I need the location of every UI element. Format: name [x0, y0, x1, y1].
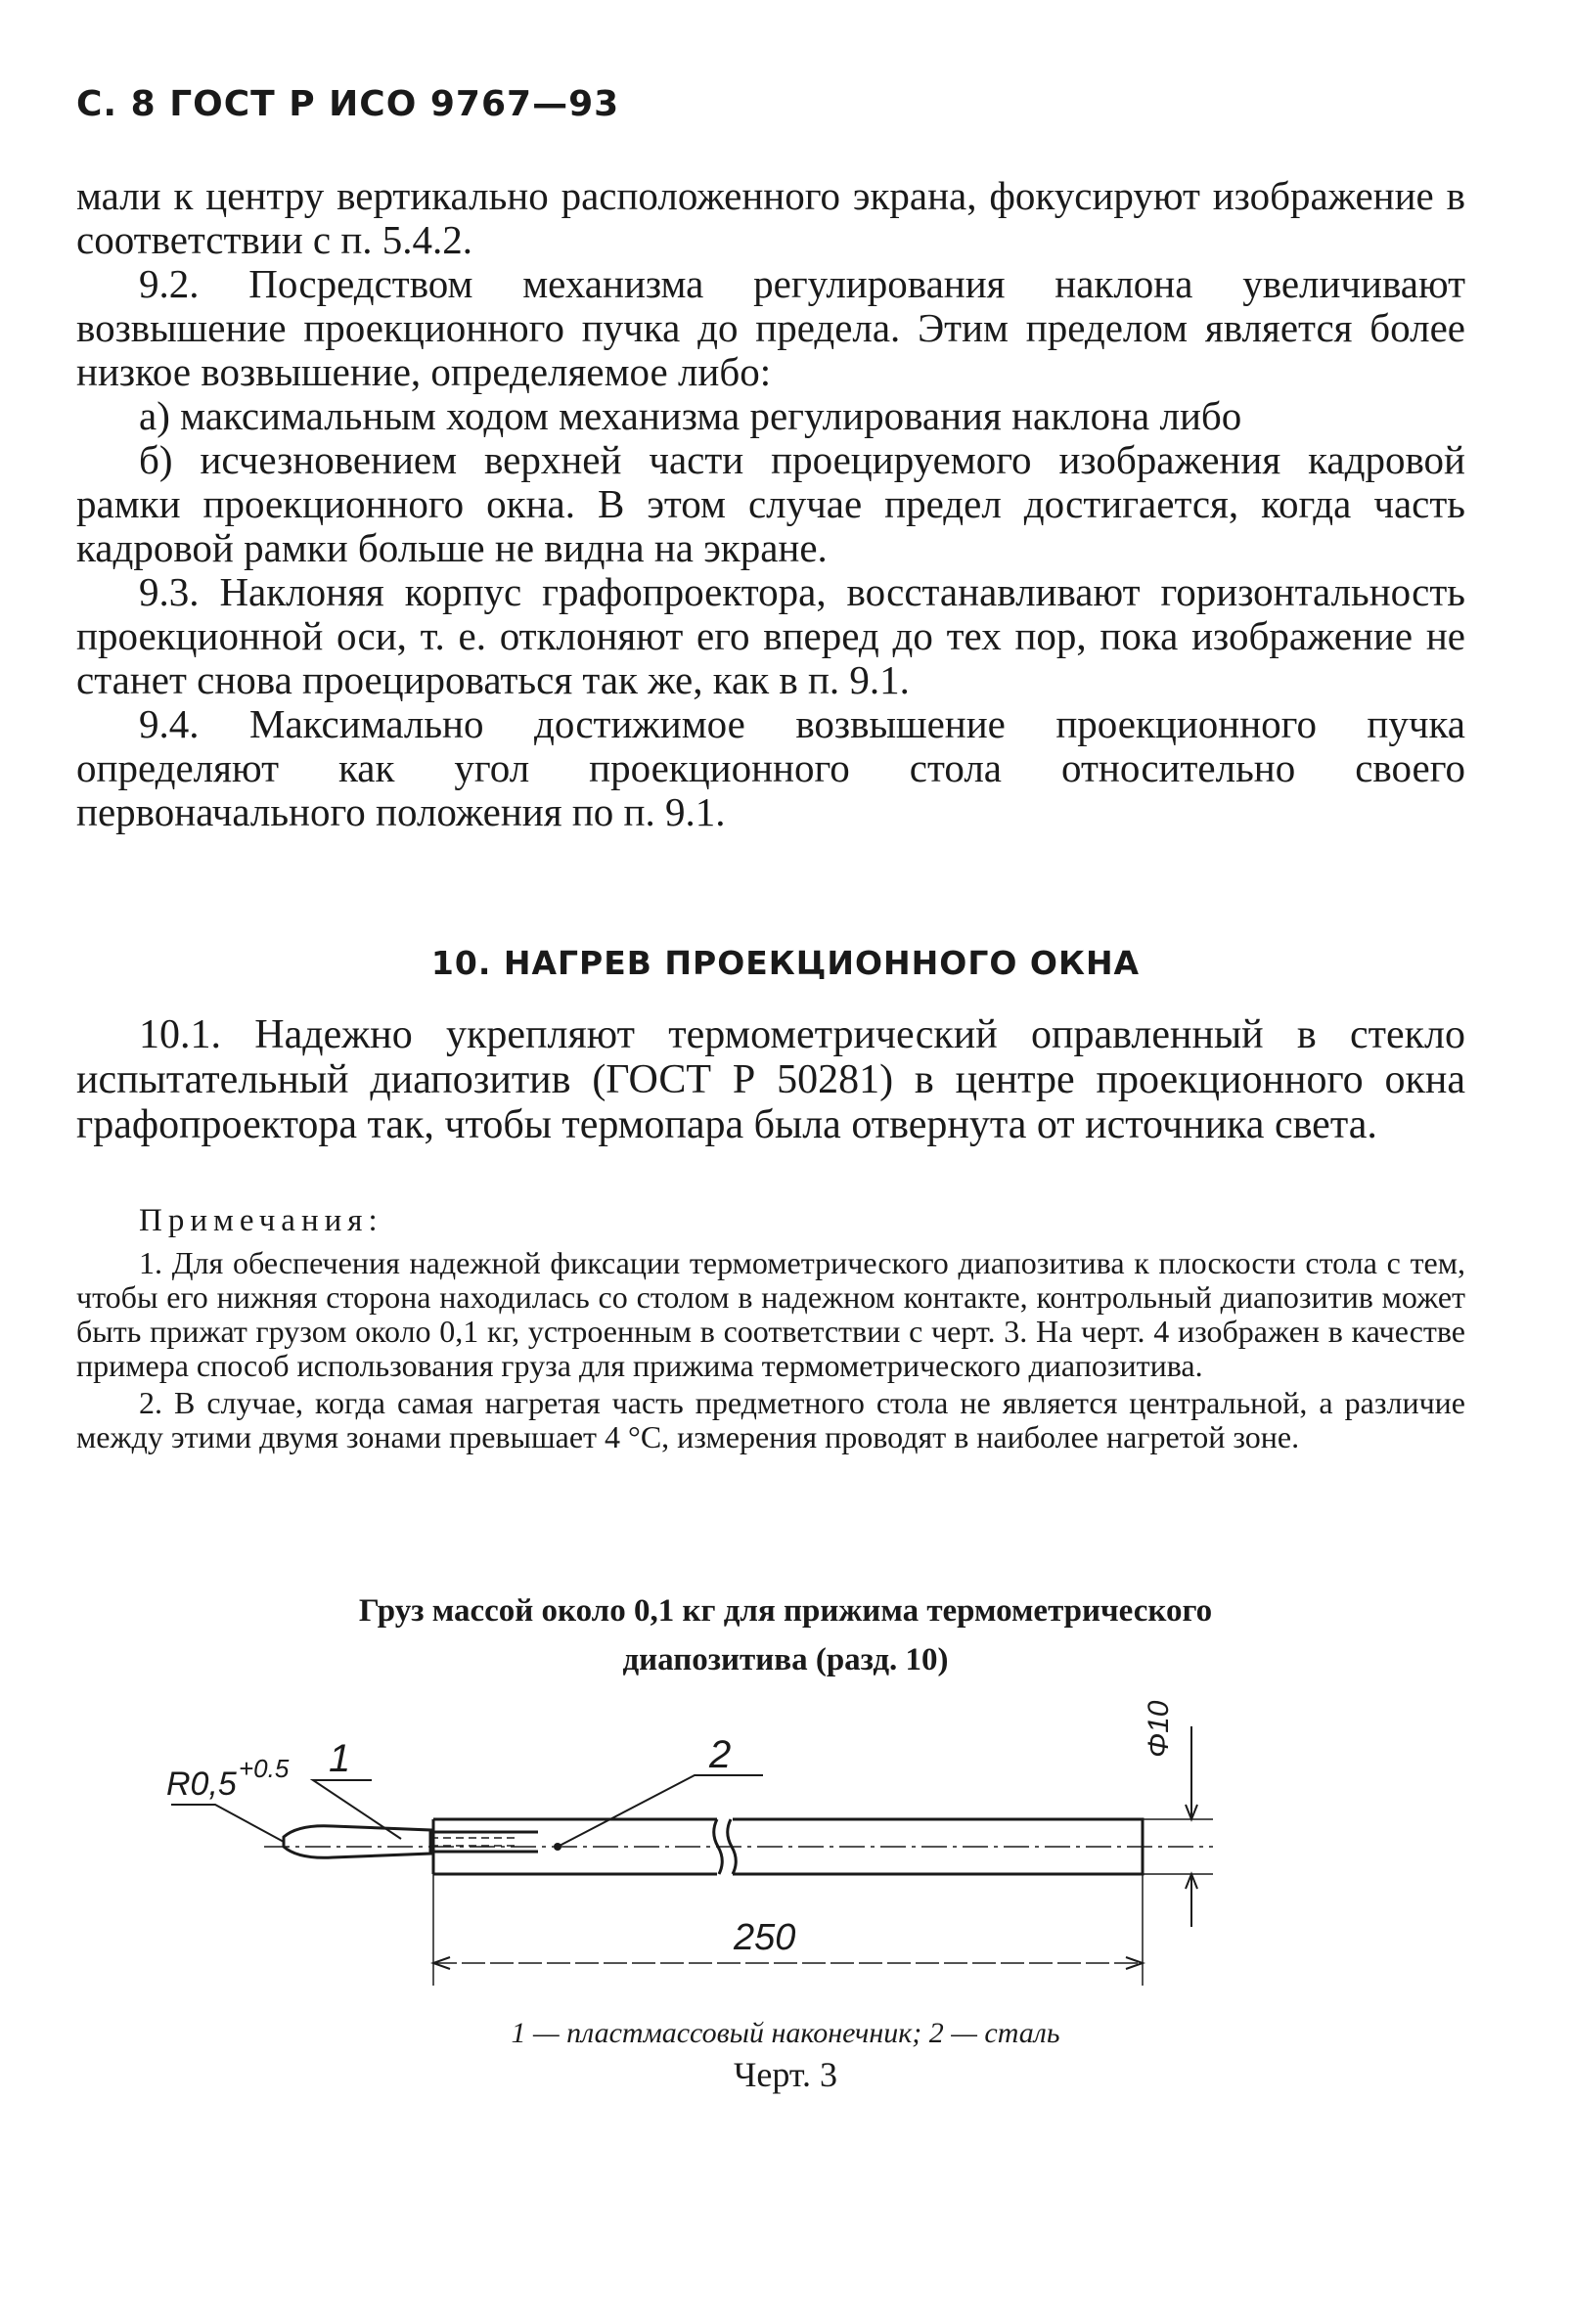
- callout-1: 1: [329, 1737, 351, 1780]
- note-item: 1. Для обеспечения надежной фиксации термометрического диапозитива к плоскости стола с тем, чтобы его нижняя сторона находилась со столом в надежном контакте, контрольный диапозитив может быть прижат грузом около 0,1 кг, устроенным в соответствии с черт. 3. На черт. 4 изображен в качестве примера способ использования груза для прижима термометрического диапозитива.: [76, 1245, 1465, 1383]
- section-title: 10. НАГРЕВ ПРОЕКЦИОННОГО ОКНА: [430, 944, 1141, 982]
- paragraph-9-2: 9.2. Посредством механизма регулирования наклона увеличивают возвышение проекционного пучка до предела. Этим пределом является более низкое возвышение, определяемое либо:: [76, 261, 1465, 394]
- paragraph-9-2-a: а) максимальным ходом механизма регулирования наклона либо: [139, 393, 1242, 438]
- callout-2: 2: [709, 1733, 732, 1776]
- figure-legend: 1 — пластмассовый наконечник; 2 — сталь: [511, 2017, 1060, 2049]
- paragraph-9-2-b: б) исчезновением верхней части проецируемого изображения кадровой рамки проекционного окна. В этом случае предел достигается, когда часть кадровой рамки больше не видна на экране.: [76, 437, 1465, 570]
- notes-list: [76, 1246, 1465, 1457]
- figure-title: [0, 1587, 1571, 1684]
- body-text: [76, 174, 1465, 834]
- paragraph-continuation: мали к центру вертикально расположенного экрана, фокусируют изображение в соответствии с п. 5.4.2.: [76, 173, 1465, 262]
- radius-label: R0,5: [166, 1765, 237, 1803]
- paragraph-9-4: 9.4. Максимально достижимое возвышение проекционного пучка определяют как угол проекционного стола относительно своего первоначального положения по п. 9.1.: [76, 701, 1465, 834]
- length-label: 250: [734, 1917, 796, 1958]
- radius-tolerance: +0.5: [239, 1754, 290, 1783]
- note-item: 2. В случае, когда самая нагретая часть предметного стола не является центральной, а различие между этими двумя зонами превышает 4 °С, измерения проводят в наиболее нагретой зоне.: [76, 1385, 1465, 1454]
- plastic-tip-shape: [284, 1826, 430, 1858]
- notes-heading: Примечания:: [139, 1203, 383, 1238]
- diameter-label: Φ10: [1143, 1700, 1175, 1758]
- page-header: С. 8 ГОСТ Р ИСО 9767—93: [76, 84, 620, 124]
- technical-drawing: [166, 1700, 1272, 2059]
- figure-caption: Черт. 3: [734, 2055, 837, 2094]
- paragraph-9-3: 9.3. Наклоняя корпус графопроектора, восстанавливают горизонтальность проекционной оси, т. е. отклоняют его вперед до тех пор, пока изображение не станет снова проецироваться так же, как в п. 9.1.: [76, 569, 1465, 702]
- figure-title-line: Груз массой около 0,1 кг для прижима термометрического: [358, 1593, 1213, 1629]
- figure-title-line: диапозитива (разд. 10): [622, 1642, 949, 1677]
- paragraph-10-1: 10.1. Надежно укрепляют термометрический оправленный в стекло испытательный диапозитив (ГОСТ Р 50281) в центре проекционного окна графопроектора так, чтобы термопара была отвернута от источника света.: [76, 1012, 1465, 1147]
- section-body: [76, 1012, 1465, 1147]
